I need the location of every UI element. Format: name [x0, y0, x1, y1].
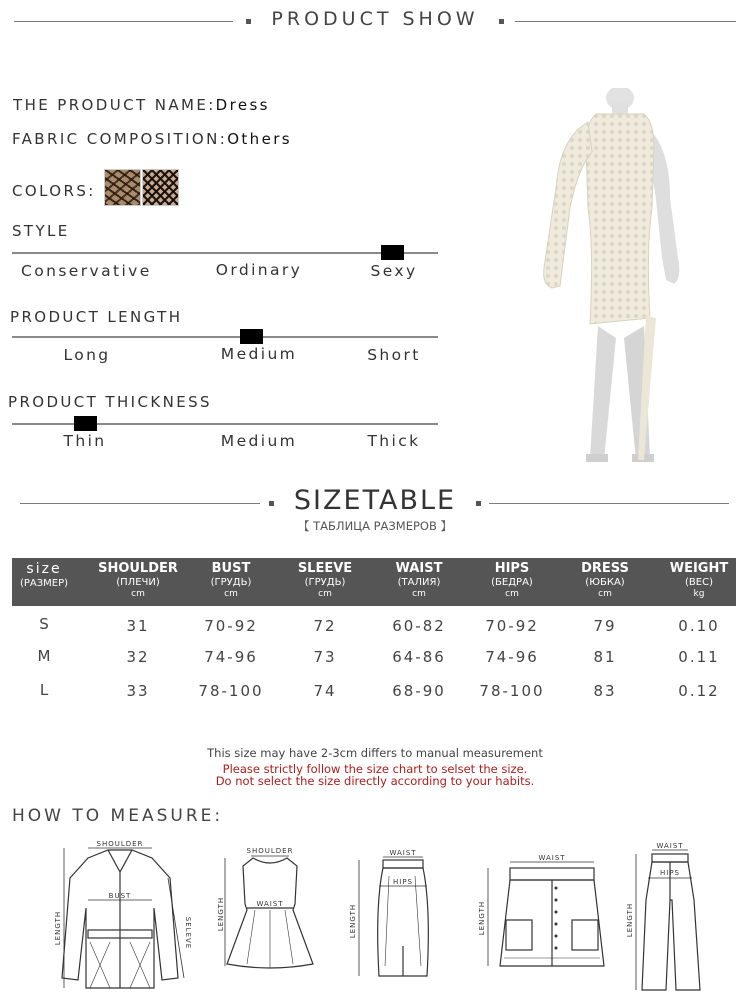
table-cell: 60-82: [392, 617, 446, 635]
sizetable-header: [12, 558, 736, 606]
page-title: PRODUCT SHOW: [271, 8, 479, 30]
table-cell: L: [39, 681, 51, 699]
table-cell: 0.11: [678, 648, 720, 666]
thickness-option-medium: Medium: [220, 432, 298, 450]
col-bust: BUST (ГРУДЬ) cm: [210, 561, 252, 599]
table-cell: 74-96: [485, 648, 539, 666]
product-name-label: THE PRODUCT NAME:: [13, 96, 216, 114]
length-option-medium: Medium: [220, 345, 298, 363]
length-option-short: Short: [367, 346, 421, 364]
table-cell: 32: [126, 648, 150, 666]
product-name-value: Dress: [215, 96, 270, 114]
pants-waist-label: WAIST: [656, 842, 684, 850]
table-cell: 81: [593, 648, 617, 666]
col-weight: WEIGHT (ВЕС) kg: [669, 561, 729, 599]
thickness-option-thin: Thin: [63, 432, 107, 450]
jacket-shoulder-label: SHOULDER: [96, 840, 144, 848]
sizetable-rule-right: [489, 503, 729, 504]
skirt-length-label: LENGTH: [349, 903, 357, 939]
sizetable-title: SIZETABLE: [293, 485, 457, 516]
pants-length-label: LENGTH: [626, 902, 634, 938]
col-shoulder: SHOULDER (ПЛЕЧИ) cm: [98, 561, 178, 599]
table-cell: 79: [593, 617, 617, 635]
dress-shoulder-label: SHOULDER: [246, 847, 294, 855]
size-warning-1: Please strictly follow the size chart to selset the size.: [222, 762, 528, 776]
table-cell: 31: [126, 617, 150, 635]
length-scale-title: PRODUCT LENGTH: [10, 308, 183, 326]
table-cell: M: [37, 647, 53, 665]
table-cell: 70-92: [204, 617, 258, 635]
mini-skirt-waist-label: WAIST: [538, 854, 566, 862]
color-swatch-brown[interactable]: [104, 169, 141, 206]
sizetable-bullet-right: [476, 501, 481, 506]
skirt-waist-label: WAIST: [389, 849, 417, 857]
color-swatch-black[interactable]: [142, 169, 179, 206]
header-rule-right: [515, 21, 736, 22]
skirt-hips-label: HIPS: [393, 878, 413, 886]
jacket-length-label: LENGTH: [54, 910, 62, 946]
table-cell: 78-100: [198, 682, 264, 700]
table-cell: 72: [313, 617, 337, 635]
style-scale-marker: [381, 245, 404, 260]
length-option-long: Long: [63, 346, 111, 364]
fabric-value: Others: [227, 130, 292, 148]
dress-length-label: LENGTH: [217, 896, 225, 932]
col-size: size (РАЗМЕР): [19, 561, 69, 589]
product-name-row: [13, 96, 270, 114]
pants-hips-label: HIPS: [660, 869, 680, 877]
style-scale-title: STYLE: [12, 222, 70, 240]
table-cell: 33: [126, 682, 150, 700]
sizetable-subtitle: 【 ТАБЛИЦА РАЗМЕРОВ 】: [297, 519, 453, 533]
thickness-scale-title: PRODUCT THICKNESS: [8, 393, 212, 411]
colors-label: COLORS:: [12, 182, 96, 200]
table-cell: 74: [313, 682, 337, 700]
style-option-conservative: Conservative: [21, 262, 152, 280]
product-photo: [520, 88, 720, 468]
mini-skirt-measure-diagram: [474, 848, 624, 988]
dress-measure-diagram: [215, 844, 325, 994]
mini-skirt-length-label: LENGTH: [478, 900, 486, 936]
fabric-row: [12, 130, 292, 148]
col-hips: HIPS (БЕДРА) cm: [491, 561, 533, 599]
style-scale-track: [12, 252, 438, 254]
table-cell: 64-86: [392, 648, 446, 666]
col-dress: DRESS (ЮБКА) cm: [581, 561, 629, 599]
jacket-bust-label: BUST: [108, 892, 132, 900]
jacket-sleeve-label: SELEVE: [184, 916, 192, 950]
col-sleeve: SLEEVE (ГРУДЬ) cm: [297, 561, 353, 599]
table-cell: 78-100: [479, 682, 545, 700]
how-to-measure-title: HOW TO MEASURE:: [12, 806, 224, 826]
table-cell: 70-92: [485, 617, 539, 635]
table-cell: 0.10: [678, 617, 720, 635]
size-warning-2: Do not select the size directly according to your habits.: [215, 774, 535, 788]
skirt-measure-diagram: [345, 846, 445, 996]
thickness-scale-marker: [74, 416, 97, 431]
table-cell: 68-90: [392, 682, 446, 700]
dress-waist-label: WAIST: [256, 900, 284, 908]
table-cell: 0.12: [678, 682, 720, 700]
thickness-option-thick: Thick: [367, 432, 421, 450]
pants-measure-diagram: [622, 840, 722, 1000]
fabric-label: FABRIC COMPOSITION:: [12, 130, 228, 148]
table-cell: 74-96: [204, 648, 258, 666]
table-cell: 73: [313, 648, 337, 666]
style-option-sexy: Sexy: [370, 262, 418, 280]
length-scale-marker: [240, 329, 263, 344]
jacket-measure-diagram: [50, 838, 200, 998]
table-cell: S: [39, 615, 51, 633]
size-note: This size may have 2-3cm differs to manual measurement: [207, 746, 543, 760]
length-scale-track: [12, 336, 438, 338]
header-bullet-right: [499, 19, 504, 24]
col-waist: WAIST (ТАЛИЯ) cm: [395, 561, 443, 599]
style-option-ordinary: Ordinary: [215, 261, 303, 279]
table-cell: 83: [593, 682, 617, 700]
